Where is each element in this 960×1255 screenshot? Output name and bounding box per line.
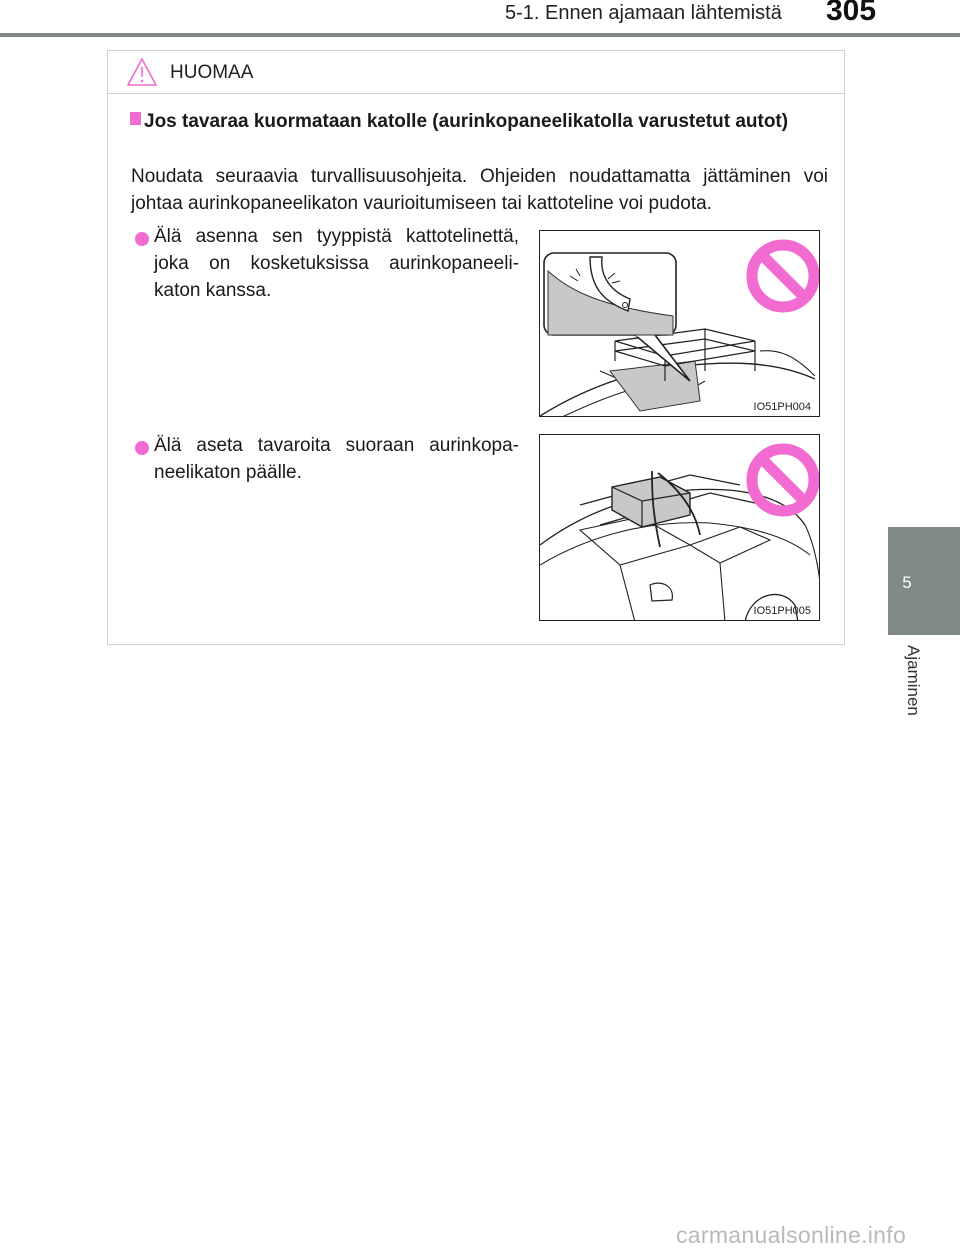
figure-code: IO51PH004: [753, 401, 811, 413]
page-number: 305: [826, 0, 877, 27]
watermark-logo[interactable]: carmanualsonline.info: [676, 1222, 907, 1248]
chapter-label: Ajaminen: [904, 645, 923, 716]
notice-header: [108, 51, 844, 94]
warning-triangle-icon: [126, 57, 158, 87]
section-title: 5-1. Ennen ajamaan lähtemistä: [505, 2, 782, 24]
figure-code: IO51PH005: [753, 605, 811, 617]
notice-item-2: Älä aseta tavaroita suoraan aurinkopa-neelikaton päälle.: [154, 435, 519, 483]
roof-rack-illustration: [540, 231, 820, 417]
header-rule: [0, 33, 960, 37]
notice-item-1: Älä asenna sen tyyppistä kattotelinettä, joka on kosketuksissa aurinkopaneeli-katon kanssa.: [154, 226, 519, 301]
bullet-icon: [135, 232, 149, 246]
chapter-number: 5: [902, 573, 912, 592]
figure-luggage-on-roof: [539, 434, 820, 621]
bullet-icon: [135, 441, 149, 455]
figure-roof-rack: [539, 230, 820, 417]
notice-heading: Jos tavaraa kuormataan katolle (aurinkopaneelikatolla varustetut autot): [144, 111, 789, 132]
chapter-tab[interactable]: [888, 527, 960, 635]
luggage-on-roof-illustration: [540, 435, 820, 621]
notice-body: Noudata seuraavia turvallisuusohjeita. Ohjeiden noudattamatta jättäminen voi johtaa aurinkopaneelikaton vaurioitumiseen tai kattoteline voi pudota.: [131, 166, 828, 214]
notice-label: HUOMAA: [170, 62, 254, 83]
